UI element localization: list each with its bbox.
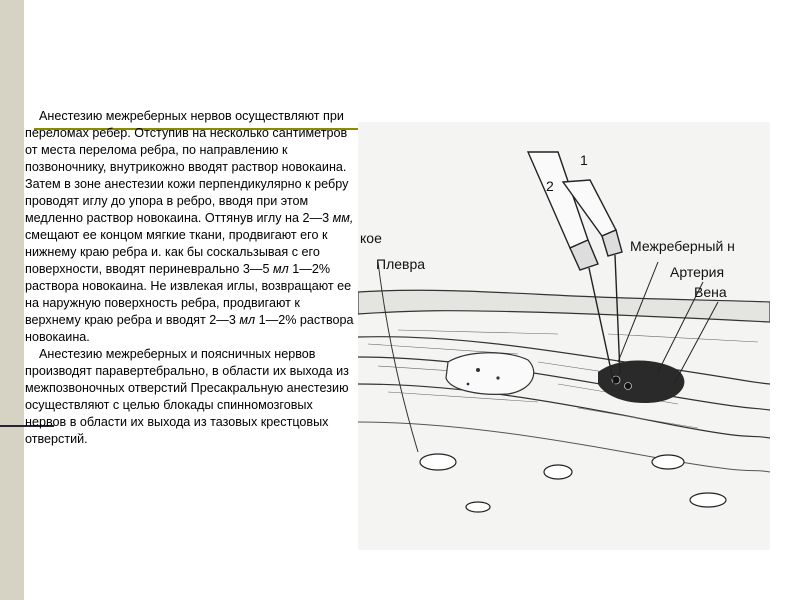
label-skin: кое [360, 230, 382, 246]
paragraph-2 [25, 346, 355, 448]
label-vein: Вена [694, 284, 727, 300]
body-text [25, 108, 355, 448]
label-needle-1: 1 [580, 152, 588, 168]
label-pleura: Плевра [376, 256, 426, 272]
paragraph-2-text: Анестезию межреберных и поясничных нервов производят паравертебрально, в области их выхода из межпозвоночных отверстий Пресакральную анестезию осуществляют с целью блокады спинномозговых нервов в области их выхода из тазовых крестцовых отверстий. [25, 347, 349, 446]
unit-ml-2: мл [239, 313, 256, 327]
anatomy-illustration [358, 122, 770, 550]
illustration-drawing [358, 122, 770, 550]
label-needle-2: 2 [546, 178, 554, 194]
paragraph-1-part-1: Анестезию межреберных нервов осуществляют при переломах ребер. Отступив на несколько сантиметров от места перелома ребра, по направлению к позвоночнику, внутрикожно вводят раствор новокаина. Затем в зоне анестезии кожи перпендикулярно к ребру проводят иглу до упора в ребро, вводя при этом медленно раствор новокаина. Оттянув иглу на 2—3 [25, 109, 349, 225]
label-intercostal-nerve: Межреберный н [630, 238, 735, 254]
unit-mm: мм, [332, 211, 354, 225]
left-decor-bar [0, 0, 24, 600]
paragraph-1-part-2: смещают ее концом мягкие ткани, продвигают его к нижнему краю ребра и. как бы соскальзывая с его поверхности, вводят периневрально 3—5 [25, 228, 328, 276]
paragraph-1-part-4: 1—2% раствора новокаина. [25, 313, 354, 344]
label-artery: Артерия [670, 264, 725, 280]
paragraph-1-part-3: 1—2% раствора новокаина. Не извлекая иглы, возвращают ее на наружную поверхность ребра, продвигают к верхнему краю ребра и вводят 2—3 [25, 262, 352, 327]
unit-ml: мл [272, 262, 289, 276]
paragraph-1 [25, 108, 355, 346]
